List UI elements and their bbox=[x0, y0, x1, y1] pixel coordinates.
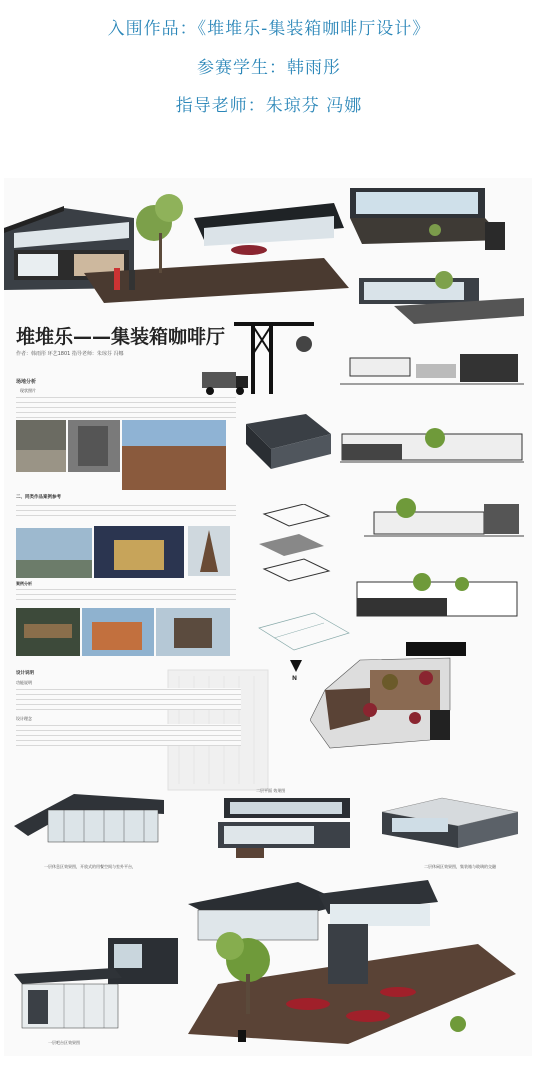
section-concept-heading: 设计说明 bbox=[16, 671, 34, 676]
ref-photo-2 bbox=[94, 526, 184, 578]
header-student: 参赛学生：韩雨彤 bbox=[197, 58, 341, 78]
site-photo-3 bbox=[122, 420, 226, 490]
elevation-3 bbox=[364, 496, 524, 546]
top-right-rendering bbox=[350, 182, 530, 262]
caption-first-floor: 一层休息区效果图，开放式的用餐空间与室外平台， bbox=[44, 864, 136, 869]
rendering-second-floor-right bbox=[382, 792, 520, 852]
section-concept-sub2: 设计理念 bbox=[16, 716, 32, 721]
section-ref-heading: 二、同类作品案例参考 bbox=[16, 495, 61, 500]
section-ref-sub: 案例分析 bbox=[16, 581, 32, 586]
board-title: 堆堆乐——集装箱咖啡厅 bbox=[16, 326, 226, 348]
rendering-second-floor bbox=[210, 794, 360, 862]
hero-rendering bbox=[4, 178, 354, 308]
mid-right-rendering bbox=[354, 268, 529, 328]
caption-bottom: 一层吧台区效果图 bbox=[48, 1040, 80, 1045]
rendering-first-floor bbox=[14, 792, 170, 854]
ref-photo-1 bbox=[16, 528, 92, 578]
site-photo-1 bbox=[16, 420, 66, 472]
section-site-heading: 场地分析 bbox=[16, 379, 37, 385]
site-photo-2 bbox=[68, 420, 120, 472]
caption-right: 二层休闲区效果图，集装箱与玻璃的交融 bbox=[424, 864, 496, 869]
container-render bbox=[236, 414, 336, 474]
ref-paragraph bbox=[16, 504, 236, 520]
site-plan bbox=[310, 640, 482, 758]
elevation-1 bbox=[340, 350, 524, 390]
case-photo-2 bbox=[82, 608, 154, 656]
caption-second-floor: 二层平面 效果图 bbox=[256, 788, 286, 793]
site-paragraph bbox=[16, 396, 236, 418]
design-board bbox=[4, 178, 532, 1056]
ref-photo-3 bbox=[188, 526, 230, 576]
elevation-4 bbox=[352, 570, 527, 622]
concept-paragraph-2 bbox=[16, 724, 241, 746]
case-paragraph bbox=[16, 588, 236, 604]
section-concept-sub: 功能说明 bbox=[16, 680, 32, 685]
rendering-bar bbox=[14, 968, 126, 1038]
case-photo-1 bbox=[16, 608, 80, 656]
north-arrow-icon bbox=[290, 660, 302, 674]
concept-paragraph-1 bbox=[16, 688, 241, 710]
section-site-sub: 现状照片 bbox=[20, 388, 36, 393]
exploded-axon bbox=[244, 504, 339, 594]
case-photo-3 bbox=[156, 608, 230, 656]
header-title: 入围作品：《堆堆乐-集装箱咖啡厅设计》 bbox=[107, 19, 431, 39]
rendering-main bbox=[98, 874, 518, 1050]
header-advisor: 指导老师：朱琼芬 冯娜 bbox=[175, 96, 363, 116]
truck-illustration bbox=[202, 368, 250, 398]
north-label: N bbox=[292, 675, 298, 682]
board-author: 作者：韩雨彤 环艺1801 指导老师：朱琼芬 冯娜 bbox=[16, 351, 124, 357]
elevation-2 bbox=[340, 424, 524, 468]
